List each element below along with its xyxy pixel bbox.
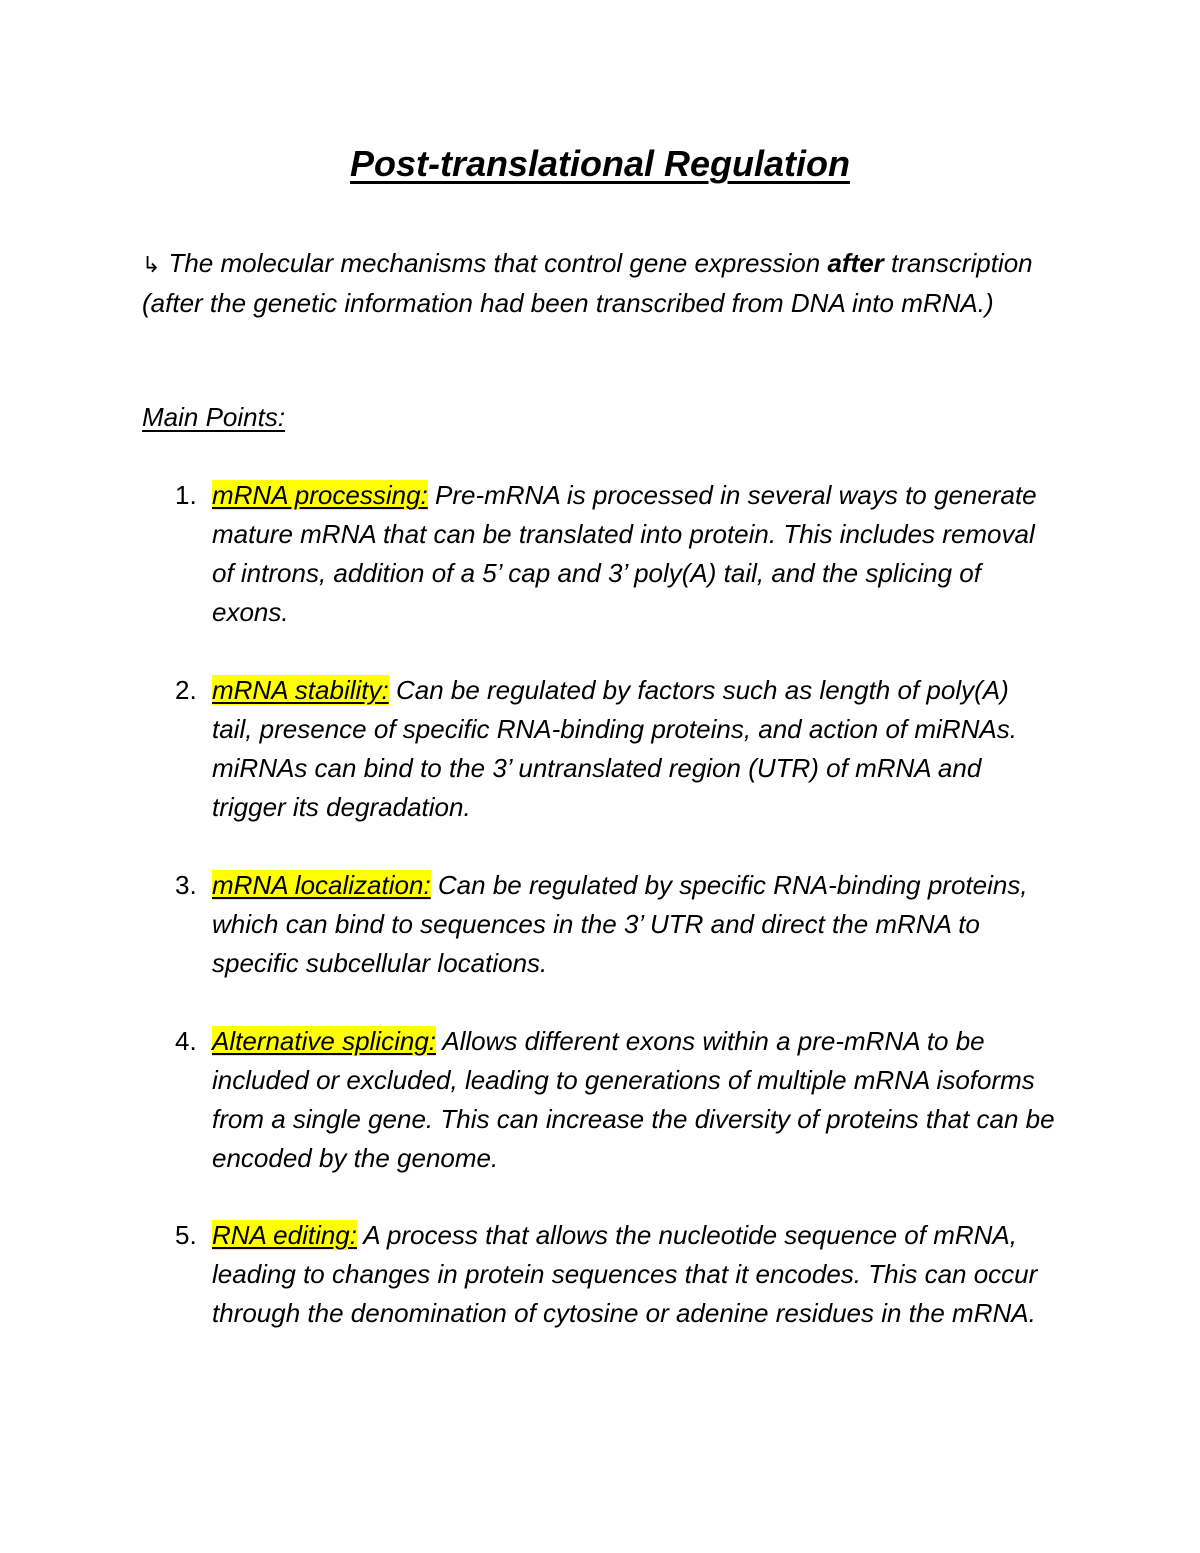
list-item-description: A process that allows the nucleotide sequence of mRNA, leading to changes in protein sequences that it encodes. This can occur through the denomination of cytosine or adenine residues in the mRNA. [212,1220,1038,1328]
list-item-number: 4. [175,1026,197,1056]
main-points-heading: Main Points: [142,402,286,432]
list-item [175,671,1055,827]
intro-text-before: The molecular mechanisms that control gene expression [168,248,828,278]
list-item-number: 2. [175,675,197,705]
list-item-term: RNA editing: [212,1220,357,1250]
intro-bold-word: after [827,248,884,278]
list-item-description: Allows different exons within a pre-mRNA to be included or excluded, leading to generations of multiple mRNA isoforms from a single gene. This can increase the diversity of proteins that can be encoded by the genome. [212,1026,1055,1173]
list-item-number: 3. [175,870,197,900]
list-item [175,866,1055,983]
list-item [175,1022,1055,1178]
list-item-text [212,671,1055,827]
list-item-term: mRNA localization: [212,870,431,900]
list-item-text [212,1022,1055,1178]
list-item-text [212,1216,1055,1333]
list-item [175,1216,1055,1333]
list-item-number: 1. [175,480,197,510]
intro-paragraph [142,244,1062,323]
list-item-term: Alternative splicing: [212,1026,436,1056]
list-item-text [212,476,1055,632]
list-item-term: mRNA processing: [212,480,428,510]
list-item-description: Pre-mRNA is processed in several ways to generate mature mRNA that can be translated into protein. This includes removal of introns, addition of a 5’ cap and 3’ poly(A) tail, and the splicing of exons. [212,480,1037,627]
return-arrow-icon: ↳ [142,252,161,277]
list-item [175,476,1055,632]
list-item-term: mRNA stability: [212,675,389,705]
intro-text-after: transcription (after the genetic information had been transcribed from DNA into mRNA.) [142,248,1033,318]
list-item-text [212,866,1055,983]
list-item-number: 5. [175,1220,197,1250]
list-item-description: Can be regulated by factors such as length of poly(A) tail, presence of specific RNA-binding proteins, and action of miRNAs. miRNAs can bind to the 3’ untranslated region (UTR) of mRNA and trigger its degradation. [212,675,1017,822]
list-item-description: Can be regulated by specific RNA-binding proteins, which can bind to sequences in the 3’ UTR and direct the mRNA to specific subcellular locations. [212,870,1028,978]
page-title: Post-translational Regulation [349,143,851,184]
